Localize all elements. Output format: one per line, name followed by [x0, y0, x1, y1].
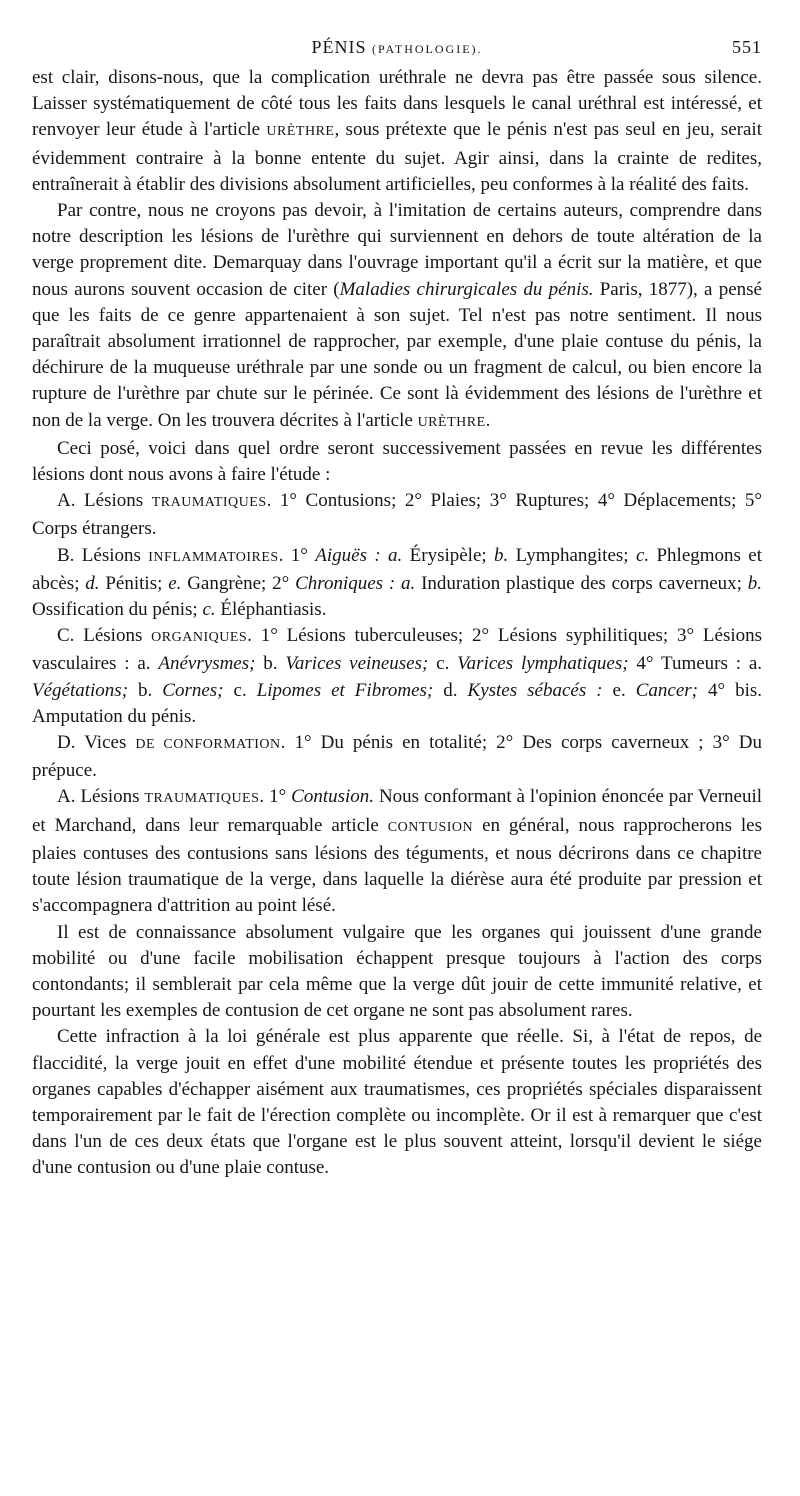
text-run: , sous prétexte que le pénis n'est pas seul en jeu, serait évidemment contraire à la bonne entente du sujet. Agir ainsi, dans la crainte de redites, entraînerait à établir des divisions absolument artificielles, peu conformes à la réalité des faits. [32, 119, 762, 195]
text-run: en général, nous rapprocherons les plaies contuses des contusions sans lésions des téguments, et nous décrirons dans ce chapitre toute lésion traumatique de la verge, dans laquelle la diérèse aura été produite par pression et s'accompagnera d'attrition au point lésé. [32, 814, 763, 917]
section-heading: TRAUMATIQUES [144, 791, 260, 807]
text-run: Pénitis; [99, 572, 169, 594]
text-run: Il est de connaissance absolument vulgaire que les organes qui jouissent d'une grande mobilité ou d'une facile mobilisation échappent presque toujours à l'action des corps contondants; il semblerait par cela même que la verge dût jouir de cette immunité relative, et pourtant les exemples de contusion de cet organe ne sont pas absolument rares. [32, 921, 762, 1022]
running-title-main: PÉNIS [311, 37, 367, 57]
text-run: 4° Tumeurs : a. [628, 653, 763, 675]
text-run: Nous conformant à l'opinion énoncée par Verneuil et Marchand, dans leur remarquable article [32, 786, 763, 836]
italic-run: Cornes; [162, 679, 224, 701]
section-start-paragraph [32, 784, 762, 919]
section-heading: INFLAMMATOIRES [148, 549, 279, 565]
italic-run: b. [747, 572, 762, 594]
page-number: 551 [732, 37, 762, 57]
italic-run: Chroniques : a. [295, 572, 416, 594]
text-run: b. [128, 679, 163, 701]
paragraph [32, 1024, 762, 1181]
text-run: Gangrène; 2° [181, 572, 296, 594]
italic-run: Anévrysmes; [158, 653, 256, 675]
text-run: Éléphantiasis. [215, 599, 327, 621]
book-title: Maladies chirurgicales du pénis. [339, 278, 594, 300]
text-run: d. [433, 679, 468, 701]
text-run: Cette infraction à la loi générale est plus apparente que réelle. Si, à l'état de repos, de flaccidité, la verge jouit en effet d'une mobilité étendue et présente toutes les propriétés des organes capables d'échapper aisément aux traumatismes, ces propriétés spéciales disparaissent temporairement par le fait de l'érection complète ou incomplète. Or il est à remarquer que c'est dans l'un de ces deux états que l'organe est le plus souvent atteint, lorsqu'il devient le siége d'une contusion ou d'une plaie contuse. [32, 1026, 762, 1179]
text-run: . [485, 409, 491, 431]
text-run: Phlegmons et abcès; [32, 544, 763, 594]
text-run: . 1° Lésions tuberculeuses; 2° Lésions syphilitiques; 3° Lésions vasculaires : a. [32, 625, 763, 675]
text-run: c. [223, 679, 257, 701]
text-run: . 1° [259, 786, 292, 808]
text-run: Ceci posé, voici dans quel ordre seront successivement passées en revue les différentes lésions dont nous avons à faire l'étude : [32, 437, 762, 486]
text-run: Lymphangites; [508, 544, 636, 566]
italic-run: Cancer; [635, 679, 698, 701]
text-run: . 1° Du pénis en totalité; 2° Des corps caverneux ; 3° Du prépuce. [32, 732, 763, 782]
italic-run: e. [168, 572, 182, 594]
text-run: c. [428, 653, 458, 675]
article-reference: URÈTHRE [266, 124, 335, 140]
section-heading: Lésions [84, 490, 144, 512]
text-run: Induration plastique des corps caverneux; [415, 572, 748, 594]
body-text [32, 65, 762, 1182]
outline-item-b [32, 543, 762, 624]
italic-run: Kystes sébacés : [467, 679, 603, 701]
text-run: e. [602, 679, 636, 701]
paragraph [32, 198, 762, 436]
italic-run: b. [494, 544, 509, 566]
text-run: Par contre, nous ne croyons pas devoir, à l'imitation de certains auteurs, comprendre dans notre description les lésions de l'urèthre qui surviennent en dehors de toute altération de la verge proprement dite. Demarquay dans l'ouvrage important qu'il a écrit sur la matière, et que nous aurons souvent occasion de citer ( [32, 200, 762, 300]
text-run: Paris, 1877), a pensé que les faits de ce genre appartenaient à son sujet. Tel n'est pas notre sentiment. Il nous paraîtrait absolument irrationnel de rapprocher, par exemple, d'une plaie contuse du pénis, la déchirure de la muqueuse uréthrale par une sonde ou un fragment de calcul, ou bien encore la rupture de l'urèthre par chute sur le périnée. Ce sont là évidemment des lésions de l'urèthre et non de la verge. On les trouvera décrites à l'article [32, 278, 762, 431]
italic-run: Varices lymphatiques; [457, 653, 629, 675]
running-title-sub: (PATHOLOGIE). [371, 42, 483, 56]
article-reference: URÈTHRE [417, 414, 486, 430]
running-title [32, 34, 762, 62]
text-run: Ossification du pénis; [32, 599, 203, 621]
italic-run: d. [85, 572, 100, 594]
outline-item-d [32, 730, 762, 784]
running-header [32, 34, 762, 58]
text-run: 4° bis. Amputation du pénis. [32, 679, 763, 727]
outline-letter: A. [57, 490, 76, 512]
italic-run: Végétations; [32, 679, 129, 701]
article-reference: CONTUSION [387, 819, 474, 835]
italic-run: Aiguës : a. [315, 544, 403, 566]
outline-letter: C. [57, 625, 75, 647]
outline-letter: B. [57, 544, 75, 566]
paragraph [32, 920, 762, 1025]
text-run: . 1° Contusions; 2° Plaies; 3° Ruptures; 4° Déplacements; 5° Corps étrangers. [32, 490, 763, 540]
section-heading: Lésions [80, 786, 140, 808]
text-run: est clair, disons-nous, que la complication uréthrale ne devra pas être passée sous silence. Laisser systématiquement de côté tous les faits dans lesquels le canal uréthral est intéressé, et renvoyer leur étude à l'article [32, 67, 762, 141]
outline-letter: A. [57, 786, 76, 808]
text-run: b. [255, 653, 286, 675]
italic-run: c. [635, 544, 650, 566]
paragraph [32, 65, 762, 198]
book-page [32, 0, 762, 1496]
italic-run: c. [202, 599, 216, 621]
italic-run: Varices veineuses; [285, 653, 429, 675]
outline-item-a [32, 488, 762, 542]
section-heading: DE CONFORMATION [135, 737, 281, 753]
outline-letter: D. [57, 732, 76, 754]
italic-run: Lipomes et Fibromes; [256, 679, 434, 701]
section-heading: Lésions [83, 625, 143, 647]
section-heading: Vices [84, 732, 127, 754]
section-heading: ORGANIQUES [151, 630, 248, 646]
outline-item-c [32, 623, 762, 730]
paragraph [32, 436, 762, 488]
text-run: . 1° [278, 544, 316, 566]
section-heading: TRAUMATIQUES [151, 495, 267, 511]
text-run: Érysipèle; [402, 544, 495, 566]
section-heading: Lésions [81, 544, 141, 566]
subsection-title: Contusion. [291, 786, 375, 808]
